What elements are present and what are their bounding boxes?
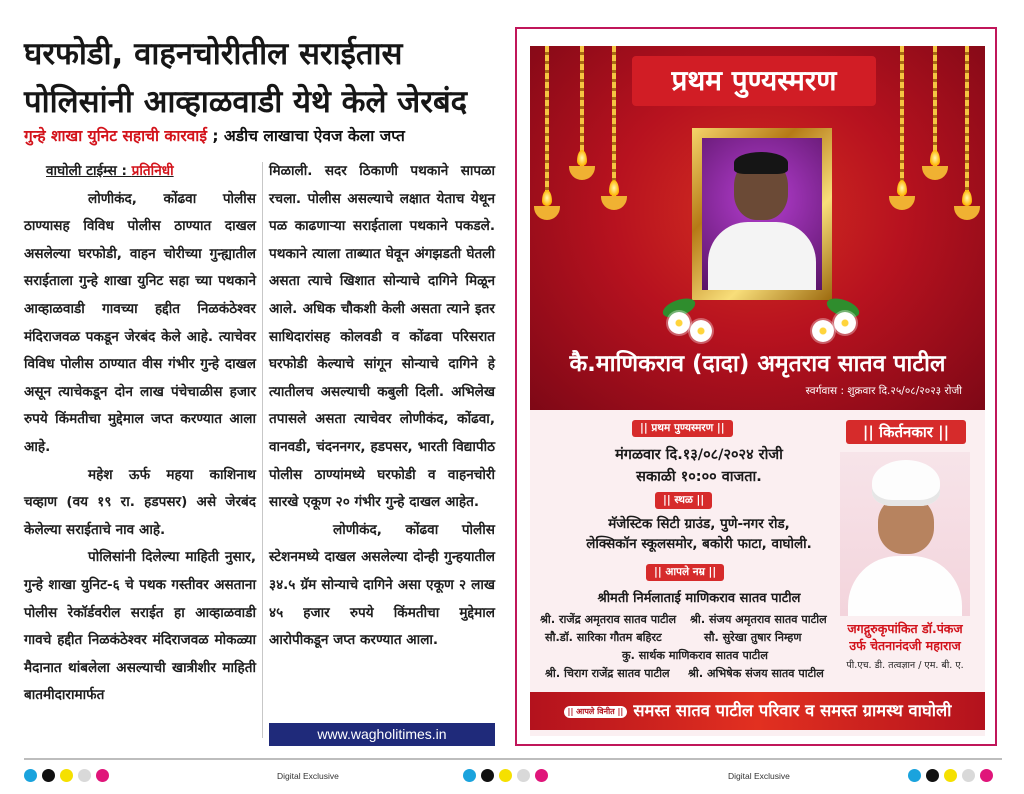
kirtankar-name bbox=[834, 620, 976, 654]
family-member: सौ.डॉ. सारिका गौतम बहिरट bbox=[545, 631, 662, 644]
frangipani-flower-icon bbox=[812, 320, 834, 342]
deceased-name: कै.माणिकराव (दादा) अमृतराव सातव पाटील bbox=[569, 351, 946, 377]
event-tag: || प्रथम पुण्यस्मरण || bbox=[632, 420, 733, 437]
family-member: श्री. संजय अमृतराव सातव पाटील bbox=[690, 613, 827, 626]
kirtankar-photo bbox=[840, 452, 970, 616]
venue-line-2: लेक्सिकॉन स्कूलसमोर, बकोरी फाटा, वाघोली. bbox=[586, 536, 812, 552]
frangipani-flower-icon bbox=[668, 312, 690, 334]
kirtankar-name-line-2: उर्फ चेतनानंदजी महाराज bbox=[849, 638, 961, 653]
portrait-shirt bbox=[708, 222, 816, 290]
byline-source: वाघोली टाईम्स : bbox=[46, 163, 132, 179]
venue-line-1: मॅजेस्टिक सिटी ग्राउंड, पुणे-नगर रोड, bbox=[608, 516, 790, 532]
family-member: श्री. राजेंद्र अमृतराव सातव पाटील bbox=[540, 613, 677, 626]
portrait-frame bbox=[692, 128, 832, 300]
column-divider bbox=[262, 162, 263, 738]
family-member: सौ. सुरेखा तुषार निम्हण bbox=[704, 631, 802, 644]
kirtankar-label: || किर्तनकार || bbox=[846, 420, 966, 444]
flame-icon bbox=[609, 180, 619, 196]
chain-ornament bbox=[580, 46, 584, 166]
registration-dot bbox=[78, 769, 91, 782]
family-member: श्री. चिराग राजेंद्र सातव पाटील bbox=[545, 667, 670, 680]
portrait-hair bbox=[734, 152, 788, 174]
registration-dot bbox=[962, 769, 975, 782]
print-registration-dots bbox=[463, 769, 548, 782]
digital-exclusive-label: Digital Exclusive bbox=[728, 771, 790, 781]
print-registration-dots bbox=[24, 769, 109, 782]
footer-divider bbox=[24, 758, 1002, 760]
kirtankar-degree: पी.एच. डी. तत्वज्ञान / एम. बी. ए. bbox=[846, 660, 964, 671]
frangipani-flower-icon bbox=[690, 320, 712, 342]
registration-dot bbox=[499, 769, 512, 782]
death-date: स्वर्गवास : शुक्रवार दि.२५/०८/२०२३ रोजी bbox=[805, 385, 962, 397]
article-column-2 bbox=[269, 158, 495, 655]
subhead-rest: ; अडीच लाखाचा ऐवज केला जप्त bbox=[206, 127, 405, 145]
byline bbox=[46, 158, 174, 186]
venue-tag: || स्थळ || bbox=[655, 492, 712, 509]
registration-dot bbox=[926, 769, 939, 782]
family-member: कु. सार्थक माणिकराव सातव पाटील bbox=[622, 649, 768, 662]
registration-dot bbox=[24, 769, 37, 782]
chain-ornament bbox=[612, 46, 616, 196]
family-member: श्री. अभिषेक संजय सातव पाटील bbox=[688, 667, 824, 680]
chain-ornament bbox=[965, 46, 969, 206]
flame-icon bbox=[930, 150, 940, 166]
event-time: सकाळी १०:०० वाजता. bbox=[636, 469, 762, 485]
flame-icon bbox=[897, 180, 907, 196]
registration-dot bbox=[535, 769, 548, 782]
byline-row bbox=[24, 158, 256, 186]
registration-dot bbox=[517, 769, 530, 782]
print-registration-dots bbox=[908, 769, 993, 782]
article-headline bbox=[24, 30, 504, 126]
chain-ornament bbox=[933, 46, 937, 166]
kirtankar-turban bbox=[872, 460, 940, 506]
registration-dot bbox=[944, 769, 957, 782]
registration-dot bbox=[96, 769, 109, 782]
article-subheading bbox=[24, 124, 509, 146]
flame-icon bbox=[577, 150, 587, 166]
col1-paragraph-3: पोलिसांनी दिलेल्या माहिती नुसार, गुन्हे शाखा युनिट-६ चे पथक गस्तीवर असताना पोलीस रेकॉर्डवरील सराईत हा आव्हाळवाडी गावचे हद्दीत निळकंठेश्वर मंदिराजवळ मोकळ्या मैदानात थांबलेला असल्याची खात्रीशीर माहिती बातमीदारामार्फत bbox=[24, 549, 256, 704]
family-head: श्रीमती निर्मलाताई माणिकराव सातव पाटील bbox=[597, 591, 801, 606]
kirtankar-robe bbox=[848, 556, 962, 616]
flame-icon bbox=[542, 190, 552, 206]
registration-dot bbox=[980, 769, 993, 782]
registration-dot bbox=[60, 769, 73, 782]
ad-footer-bar bbox=[530, 692, 985, 730]
registration-dot bbox=[42, 769, 55, 782]
ad-footer-tag: || आपले विनीत || bbox=[564, 706, 628, 718]
col2-paragraph-1: मिळाली. सदर ठिकाणी पथकाने सापळा रचला. पोलीस असल्याचे लक्षात येताच येथून पळ काढणाऱ्या सराईताला पथकाने पकडले. पथकाने त्याला ताब्यात घेवून अंगझडती घेतली असता त्याचे खिशात सोन्याचे दागिने मिळून आले. अधिक चौकशी केली असता त्याने इतर साथिदारांसह कोलवडी व कोंढवा परिसरात घरफोडी केल्याचे सांगून सोन्याचे दागिने हे त्यातीलच असल्याची कबुली दिली. अभिलेख तपासले असता त्याचेवर लोणीकंद, कोंढवा, वानवडी, चंदननगर, हडपसर, भारती विद्यापीठ पोलीस ठाण्यांमध्ये घरफोडी व वाहनचोरी सारखे एकूण २० गंभीर गुन्हे दाखल आहेत. bbox=[269, 163, 495, 511]
memorial-title: प्रथम पुण्यस्मरण bbox=[632, 56, 876, 106]
frangipani-flower-icon bbox=[834, 312, 856, 334]
kirtankar-name-line-1: जगद्गुरुकृपांकित डॉ.पंकज bbox=[847, 621, 963, 636]
headline-line-1: घरफोडी, वाहनचोरीतील सराईतास bbox=[24, 36, 403, 72]
col1-paragraph-2: महेश ऊर्फ महया काशिनाथ चव्हाण (वय १९ रा. हडपसर) असे जेरबंद केलेल्या सराईताचे नाव आहे. bbox=[24, 466, 256, 538]
event-date: मंगळवार दि.१३/०८/२०२४ रोजी bbox=[615, 447, 783, 463]
article-column-1 bbox=[24, 158, 256, 710]
flame-icon bbox=[962, 190, 972, 206]
humble-tag: || आपले नम्र || bbox=[646, 564, 724, 581]
portrait-photo bbox=[702, 138, 822, 290]
chain-ornament bbox=[900, 46, 904, 196]
registration-dot bbox=[481, 769, 494, 782]
registration-dot bbox=[463, 769, 476, 782]
registration-dot bbox=[908, 769, 921, 782]
ad-footer-text: समस्त सातव पाटील परिवार व समस्त ग्रामस्थ वाघोली bbox=[633, 701, 952, 720]
byline-author: प्रतिनिधी bbox=[131, 163, 174, 179]
chain-ornament bbox=[545, 46, 549, 206]
col2-paragraph-2: लोणीकंद, कोंढवा पोलीस स्टेशनमध्ये दाखल असलेल्या दोन्ही गुन्हयातील ३४.५ ग्रॅम सोन्याचे दागिने असा एकूण २ लाख ४५ हजार रुपये किंमतीचा मुद्देमाल आरोपीकडून जप्त करण्यात आला. bbox=[269, 521, 495, 649]
digital-exclusive-label: Digital Exclusive bbox=[277, 771, 339, 781]
website-link[interactable]: www.wagholitimes.in bbox=[269, 723, 495, 746]
col1-paragraph-1: लोणीकंद, कोंढवा पोलीस ठाण्यासह विविध पोलीस ठाण्यात दाखल असलेल्या घरफोडी, वाहन चोरीच्या गुन्ह्यातील सराईताला गुन्हे शाखा युनिट सहा च्या पथकाने आव्हाळवाडी गावच्या हद्दीत निळकंठेश्वर मंदिराजवळ पकडून जेरबंद केले आहे. त्याचेवर विविध पोलीस ठाण्यात वीस गंभीर गुन्हे दाखल असून त्याचेकडून दोन लाख पंचेचाळीस हजार रुपये किंमतीचा मुद्देमाल जप्त करण्यात आला आहे. bbox=[24, 190, 256, 455]
subhead-highlight: गुन्हे शाखा युनिट सहाची कारवाई bbox=[24, 127, 207, 145]
headline-line-2: पोलिसांनी आव्हाळवाडी येथे केले जेरबंद bbox=[24, 84, 468, 120]
